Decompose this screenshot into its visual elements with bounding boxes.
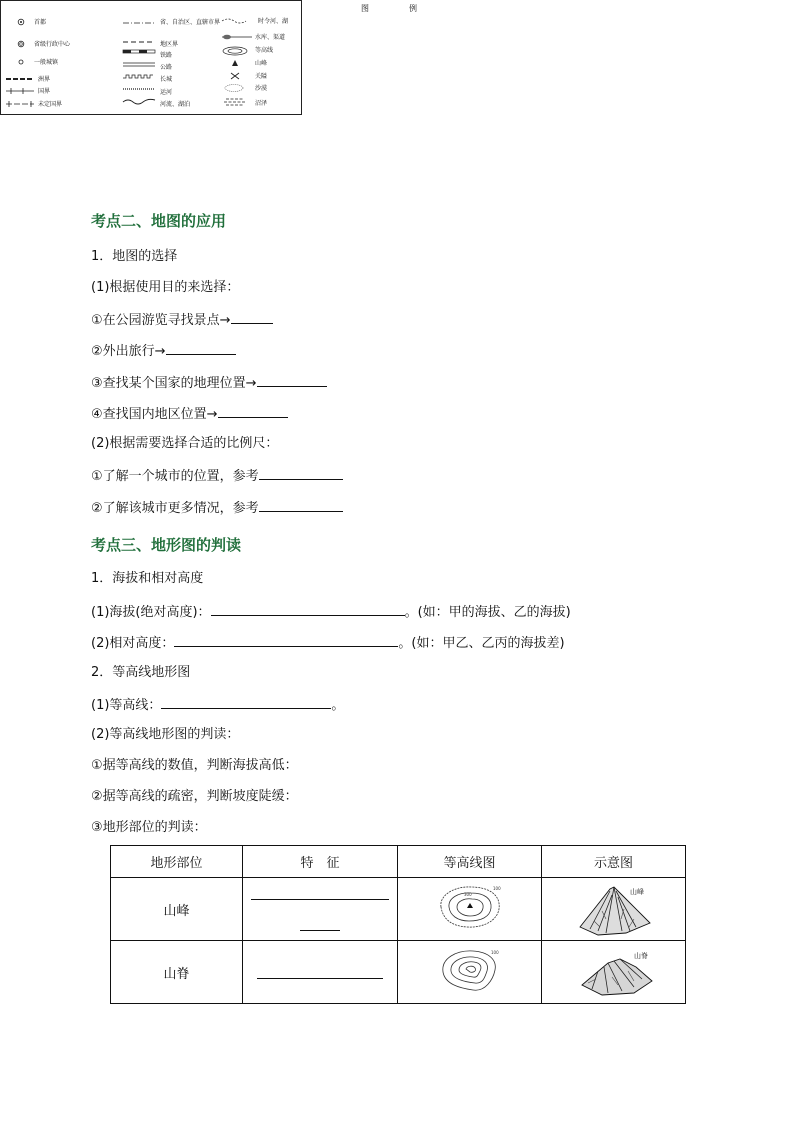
- legend-contour: 等高线: [255, 47, 274, 54]
- table-row: [111, 941, 686, 1004]
- answer-blank[interactable]: [259, 499, 343, 512]
- answer-blank[interactable]: [166, 342, 236, 355]
- peak-sketch-label: 山峰: [630, 888, 644, 896]
- ridge-contour-image: [435, 944, 505, 996]
- answer-blank[interactable]: [231, 311, 273, 324]
- legend-provincial-center: 省级行政中心: [34, 41, 71, 48]
- row-ridge-name: 山脊: [111, 941, 243, 1004]
- legend-reservoir: 水库、渠道: [255, 34, 286, 41]
- legend-pass: 关隘: [255, 73, 268, 80]
- header-terrain-part: 地形部位: [111, 846, 243, 878]
- answer-blank[interactable]: [300, 930, 340, 931]
- legend-border-symbols: [5, 75, 35, 110]
- answer-blank[interactable]: [259, 467, 343, 480]
- s3-r3: ③地形部位的判读：: [91, 820, 207, 835]
- row-ridge-features: [243, 941, 398, 1004]
- section-2-title: 考点二、地图的应用: [91, 212, 227, 230]
- legend-great-wall: 长城: [160, 76, 173, 83]
- legend-railway: 铁路: [160, 52, 173, 59]
- legend-desert: 沙漠: [255, 85, 268, 92]
- s2-q4-text: ④查找国内地区位置→: [91, 407, 218, 422]
- legend-national-border: 国界: [38, 88, 51, 95]
- s3-sub2: (2)等高线地形图的判读：: [91, 727, 240, 742]
- legend-river-lake: 河流、湖泊: [160, 101, 191, 108]
- s2-q2-text: ②外出旅行→: [91, 344, 166, 359]
- answer-blank[interactable]: [257, 374, 327, 387]
- s2-q1: [91, 311, 273, 329]
- section-3-title: 考点三、地形图的判读: [91, 536, 242, 554]
- legend-title: 图 例: [361, 4, 433, 13]
- legend-canal: 运河: [160, 89, 173, 96]
- s3-contour-label: (1)等高线：: [91, 698, 162, 713]
- s3-altitude-label: (1)海拔(绝对高度)：: [91, 605, 211, 620]
- ridge-sketch-label: 山脊: [634, 952, 648, 960]
- legend-district-border: 地区界: [160, 41, 179, 48]
- legend-province-border: 省、自治区、直辖市界: [160, 19, 221, 26]
- answer-blank[interactable]: [161, 696, 331, 709]
- table-header-row: [111, 846, 686, 878]
- row-peak-name: 山峰: [111, 878, 243, 941]
- row-ridge-contour: [398, 941, 542, 1004]
- s2-q5-text: ①了解一个城市的位置，参考: [91, 469, 259, 484]
- svg-text:100: 100: [492, 886, 501, 891]
- header-features: 特 征: [243, 846, 398, 878]
- legend-town: 一般城镇: [34, 59, 59, 66]
- row-ridge-diagram: [542, 941, 686, 1004]
- svg-text:300: 300: [463, 892, 472, 897]
- s2-q4: [91, 405, 288, 423]
- s2-q1-text: ①在公园游览寻找景点→: [91, 313, 231, 328]
- answer-blank[interactable]: [211, 603, 405, 616]
- s3-contour: [91, 696, 344, 714]
- legend-col3-symbols: [220, 15, 256, 111]
- legend-seasonal-river: 时令河、湖: [258, 18, 289, 25]
- s3-contour-tail: 。: [331, 698, 345, 713]
- legend-capital: 首都: [34, 19, 47, 26]
- s2-q2: [91, 342, 236, 360]
- s2-q6: [91, 499, 343, 517]
- legend-highway: 公路: [160, 64, 173, 71]
- row-peak-features: [243, 878, 398, 941]
- row-peak-contour: [398, 878, 542, 941]
- s2-sub1: (1)根据使用目的来选择：: [91, 280, 240, 295]
- legend-swamp: 沼泽: [255, 100, 268, 107]
- s3-relative-tail: 。(如：甲乙、乙丙的海拔差): [398, 636, 565, 651]
- answer-blank[interactable]: [218, 405, 288, 418]
- header-diagram: 示意图: [542, 846, 686, 878]
- legend-peak: 山峰: [255, 60, 268, 67]
- row-peak-diagram: [542, 878, 686, 941]
- answer-blank[interactable]: [257, 978, 383, 979]
- s2-q3-text: ③查找某个国家的地理位置→: [91, 376, 257, 391]
- header-contour-map: 等高线图: [398, 846, 542, 878]
- s2-sub2: (2)根据需要选择合适的比例尺：: [91, 436, 279, 451]
- s3-relative-height: [91, 634, 565, 652]
- s3-relative-label: (2)相对高度：: [91, 636, 175, 651]
- legend-continent-border: 洲界: [38, 76, 51, 83]
- answer-blank[interactable]: [174, 634, 398, 647]
- s2-q3: [91, 374, 327, 392]
- terrain-table: [110, 845, 686, 1004]
- s3-item1: 1．海拔和相对高度: [91, 571, 204, 586]
- svg-text:100: 100: [490, 950, 499, 955]
- s2-item1: 1．地图的选择: [91, 249, 178, 264]
- s2-q5: [91, 467, 343, 485]
- s3-item2: 2．等高线地形图: [91, 665, 191, 680]
- peak-contour-image: [435, 881, 505, 933]
- map-legend: [0, 0, 433, 115]
- s3-altitude-tail: 。(如：甲的海拔、乙的海拔): [404, 605, 571, 620]
- legend-col2-symbols: [122, 18, 156, 110]
- s2-q6-text: ②了解该城市更多情况，参考: [91, 501, 259, 516]
- legend-undetermined-border: 未定国界: [38, 101, 63, 108]
- s3-r2: ②据等高线的疏密，判断坡度陡缓：: [91, 789, 298, 804]
- s3-r1: ①据等高线的数值，判断海拔高低：: [91, 758, 298, 773]
- s3-altitude: [91, 603, 571, 621]
- answer-blank[interactable]: [251, 899, 389, 900]
- table-row: [111, 878, 686, 941]
